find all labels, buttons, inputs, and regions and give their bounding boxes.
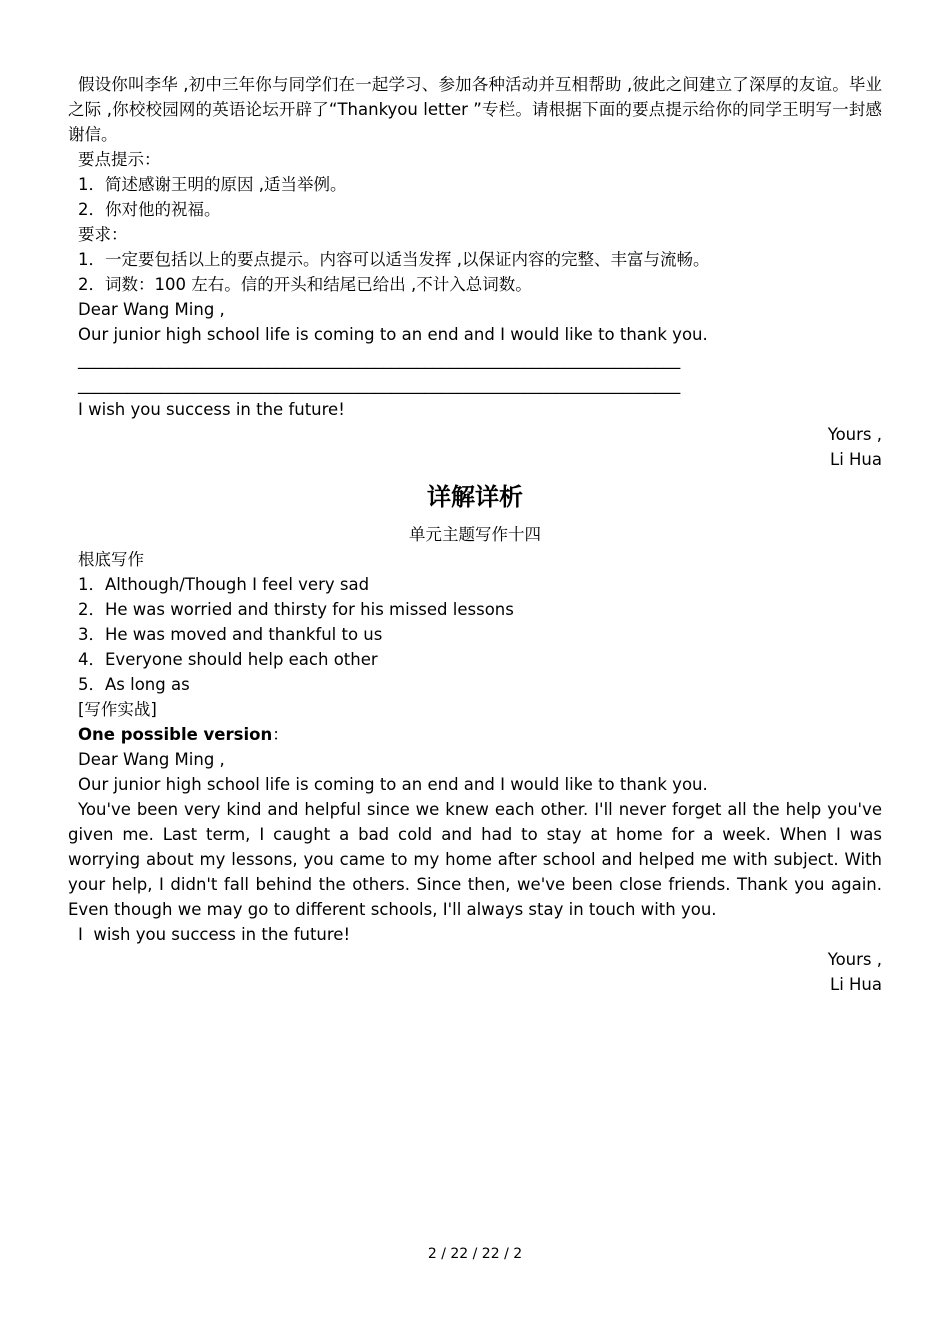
- letter-signoff: Yours ,: [827, 425, 882, 444]
- requirements-heading: 要求：: [78, 225, 128, 244]
- basic-writing-item: 5．As long as: [78, 675, 190, 694]
- task-prompt: 假设你叫李华 ,初中三年你与同学们在一起学习、参加各种活动并互相帮助 ,彼此之间建立了深厚的友谊。毕业之际 ,你校校园网的英语论坛开辟了“Thankyou letter ”专栏。请根据下面的要点提示给你的同学王明写一封感谢信。: [68, 75, 882, 144]
- document-content: [68, 72, 882, 997]
- version-colon: ：: [272, 725, 289, 744]
- version-label: One possible version: [78, 725, 273, 744]
- task-section: [68, 72, 882, 472]
- basic-writing-item: 3．He was moved and thankful to us: [78, 625, 383, 644]
- answer-subtitle: 单元主题写作十四: [409, 525, 541, 544]
- version-line: [68, 722, 882, 747]
- basic-writing-heading: 根底写作: [78, 550, 144, 569]
- answer-section: [68, 482, 882, 997]
- practice-heading: [写作实战]: [78, 700, 157, 719]
- sample-letter-signature: Li Hua: [830, 975, 882, 994]
- requirement-item: 1．一定要包括以上的要点提示。内容可以适当发挥 ,以保证内容的完整、丰富与流畅。: [78, 250, 710, 269]
- sample-letter-body: You've been very kind and helpful since we knew each other. I'll never forget all the help you've given me. Last term, I caught a bad cold and had to stay at home for a week. When I was worrying about my lessons, you came to my home after school and helped me with subject. With your help, I didn't fall behind the others. Since then, we've been close friends. Thank you again. Even though we may go to different schools, I'll always stay in touch with you.: [68, 800, 882, 919]
- point-item: 1．简述感谢王明的原因 ,适当举例。: [78, 175, 347, 194]
- points-heading: 要点提示：: [78, 150, 161, 169]
- basic-writing-item: 1．Although/Though I feel very sad: [78, 575, 370, 594]
- sample-letter-opening: Our junior high school life is coming to an end and I would like to thank you.: [78, 775, 708, 794]
- blank-writing-line: _________________________________________________________________________: [78, 350, 681, 369]
- blank-writing-line: _________________________________________________________________________: [78, 375, 681, 394]
- answer-title: 详解详析: [427, 483, 523, 511]
- point-item: 2．你对他的祝福。: [78, 200, 221, 219]
- sample-letter-signoff: Yours ,: [827, 950, 882, 969]
- letter-closing-wish: I wish you success in the future!: [78, 400, 345, 419]
- letter-signature: Li Hua: [830, 450, 882, 469]
- letter-opening: Our junior high school life is coming to an end and I would like to thank you.: [78, 325, 708, 344]
- basic-writing-item: 4．Everyone should help each other: [78, 650, 378, 669]
- letter-greeting: Dear Wang Ming ,: [78, 300, 225, 319]
- sample-letter-closing-wish: I wish you success in the future!: [78, 925, 351, 944]
- basic-writing-item: 2．He was worried and thirsty for his missed lessons: [78, 600, 514, 619]
- requirement-item: 2．词数：100 左右。信的开头和结尾已给出 ,不计入总词数。: [78, 275, 532, 294]
- sample-letter-greeting: Dear Wang Ming ,: [78, 750, 225, 769]
- page-footer: [0, 1244, 950, 1264]
- page-number: 2 / 22 / 22 / 2: [427, 1246, 523, 1262]
